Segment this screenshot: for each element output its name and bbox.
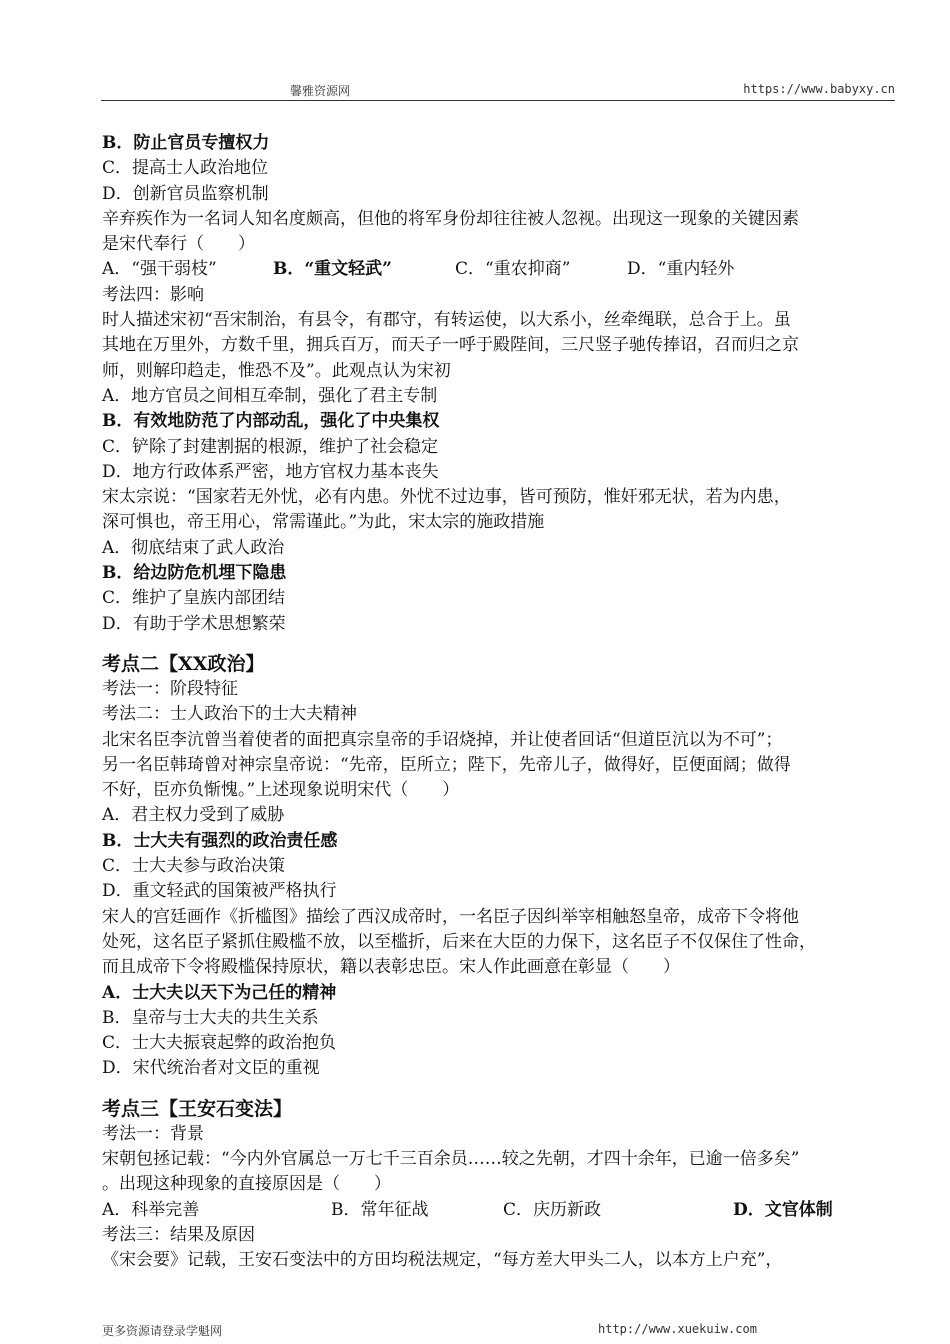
option-a: A．科举完善 — [102, 1199, 200, 1220]
option-line: B．士大夫有强烈的政治责任感 — [102, 830, 338, 851]
method-label: 考法四：影响 — [102, 284, 204, 305]
option-d: D．文官体制 — [733, 1199, 833, 1220]
question-text: 其地在万里外，方数千里，拥兵百万，而天子一呼于殿陛间，三尺竖子驰传捧诏，召而归之京 — [102, 335, 799, 356]
question-text: 时人描述宋初“吾宋制治，有县令，有郡守，有转运使，以大系小，丝牵绳联，总合于上。虽 — [102, 310, 791, 331]
option-line: B．有效地防范了内部动乱，强化了中央集权 — [102, 411, 440, 432]
option-b: B．常年征战 — [331, 1199, 429, 1220]
method-label: 考法二：士人政治下的士大夫精神 — [102, 704, 357, 725]
question-text: 《宋会要》记载，王安石变法中的方田均税法规定，“每方差大甲头二人，以本方上户充”， — [102, 1250, 783, 1271]
option-line: D．创新官员监察机制 — [102, 183, 269, 204]
method-label: 考法一：背景 — [102, 1123, 204, 1144]
option-line: B．防止官员专擅权力 — [102, 133, 270, 153]
options-row — [102, 257, 898, 282]
option-a: A．“强干弱枝” — [102, 259, 217, 280]
option-line: C．铲除了封建割据的根源，维护了社会稳定 — [102, 436, 439, 457]
section-heading: 考点二【XX政治】 — [102, 652, 265, 675]
method-label: 考法三：结果及原因 — [102, 1224, 255, 1245]
question-text: 而且成帝下令将殿槛保持原状，籍以表彰忠臣。宋人作此画意在彰显（ ） — [102, 957, 680, 978]
footer-url[interactable]: http://www.xuekuiw.com — [598, 1322, 757, 1336]
question-text: 宋朝包拯记载：“今内外官属总一万七千三百余员……较之先朝，才四十余年，已逾一倍多矣” — [102, 1148, 800, 1169]
question-text: 深可惧也，帝王用心，常需谨此。”为此，宋太宗的施政措施 — [102, 512, 545, 533]
option-line: A．士大夫以天下为己任的精神 — [102, 982, 337, 1003]
option-line: A．彻底结束了武人政治 — [102, 537, 285, 558]
header-url[interactable]: https://www.babyxy.cn — [743, 82, 895, 96]
option-c: C．“重农抑商” — [455, 259, 571, 280]
question-text: 是宋代奉行（ ） — [102, 234, 255, 255]
option-b: B．“重文轻武” — [273, 259, 392, 280]
question-text: 宋太宗说：“国家若无外忧，必有内患。外忧不过边事，皆可预防，惟奸邪无状，若为内患， — [102, 487, 791, 508]
option-line: B．给边防危机埋下隐患 — [102, 563, 287, 584]
question-text: 宋人的宫廷画作《折槛图》描绘了西汉成帝时，一名臣子因纠举宰相触怒皇帝，成帝下令将他 — [102, 906, 799, 927]
option-line: D．地方行政体系严密，地方官权力基本丧失 — [102, 461, 439, 482]
question-text: 不好，臣亦负惭愧。”上述现象说明宋代（ ） — [102, 780, 460, 801]
question-text: 师，则解印趋走，惟恐不及”。此观点认为宋初 — [102, 360, 451, 381]
option-d: D．“重内轻外 — [627, 259, 735, 280]
question-text: 。出现这种现象的直接原因是（ ） — [102, 1174, 391, 1195]
page-header — [101, 80, 895, 101]
option-line: A．地方官员之间相互牵制，强化了君主专制 — [102, 385, 438, 406]
option-line: D．重文轻武的国策被严格执行 — [102, 881, 337, 902]
question-text: 辛弃疾作为一名词人知名度颇高，但他的将军身份却往往被人忽视。出现这一现象的关键因素 — [102, 208, 799, 229]
option-line: C．提高士人政治地位 — [102, 158, 269, 179]
option-line: D．宋代统治者对文臣的重视 — [102, 1058, 320, 1079]
page-footer — [102, 1322, 895, 1339]
footer-left-text: 更多资源请登录学魁网 — [102, 1324, 223, 1338]
option-line: C．维护了皇族内部团结 — [102, 588, 286, 609]
document-body — [102, 131, 898, 1273]
question-text: 处死，这名臣子紧抓住殿槛不放，以至槛折，后来在大臣的力保下，这名臣子不仅保住了性命， — [102, 931, 816, 952]
option-line: A．君主权力受到了威胁 — [102, 805, 285, 826]
question-text: 另一名臣韩琦曾对神宗皇帝说：“先帝，臣所立；陛下，先帝儿子，做得好，臣便面阔；做得 — [102, 754, 791, 775]
option-c: C．庆历新政 — [503, 1199, 602, 1220]
option-line: B．皇帝与士大夫的共生关系 — [102, 1007, 319, 1028]
question-text: 北宋名臣李沆曾当着使者的面把真宗皇帝的手诏烧掉，并让使者回话“但道臣沆以为不可”； — [102, 729, 783, 750]
option-line: C．士大夫参与政治决策 — [102, 856, 286, 877]
method-label: 考法一：阶段特征 — [102, 678, 238, 699]
option-line: D．有助于学术思想繁荣 — [102, 613, 286, 634]
header-site-name: 馨雅资源网 — [290, 84, 351, 98]
options-row — [102, 1198, 898, 1223]
section-heading: 考点三【王安石变法】 — [102, 1097, 293, 1120]
option-line: C．士大夫振衰起弊的政治抱负 — [102, 1033, 337, 1054]
